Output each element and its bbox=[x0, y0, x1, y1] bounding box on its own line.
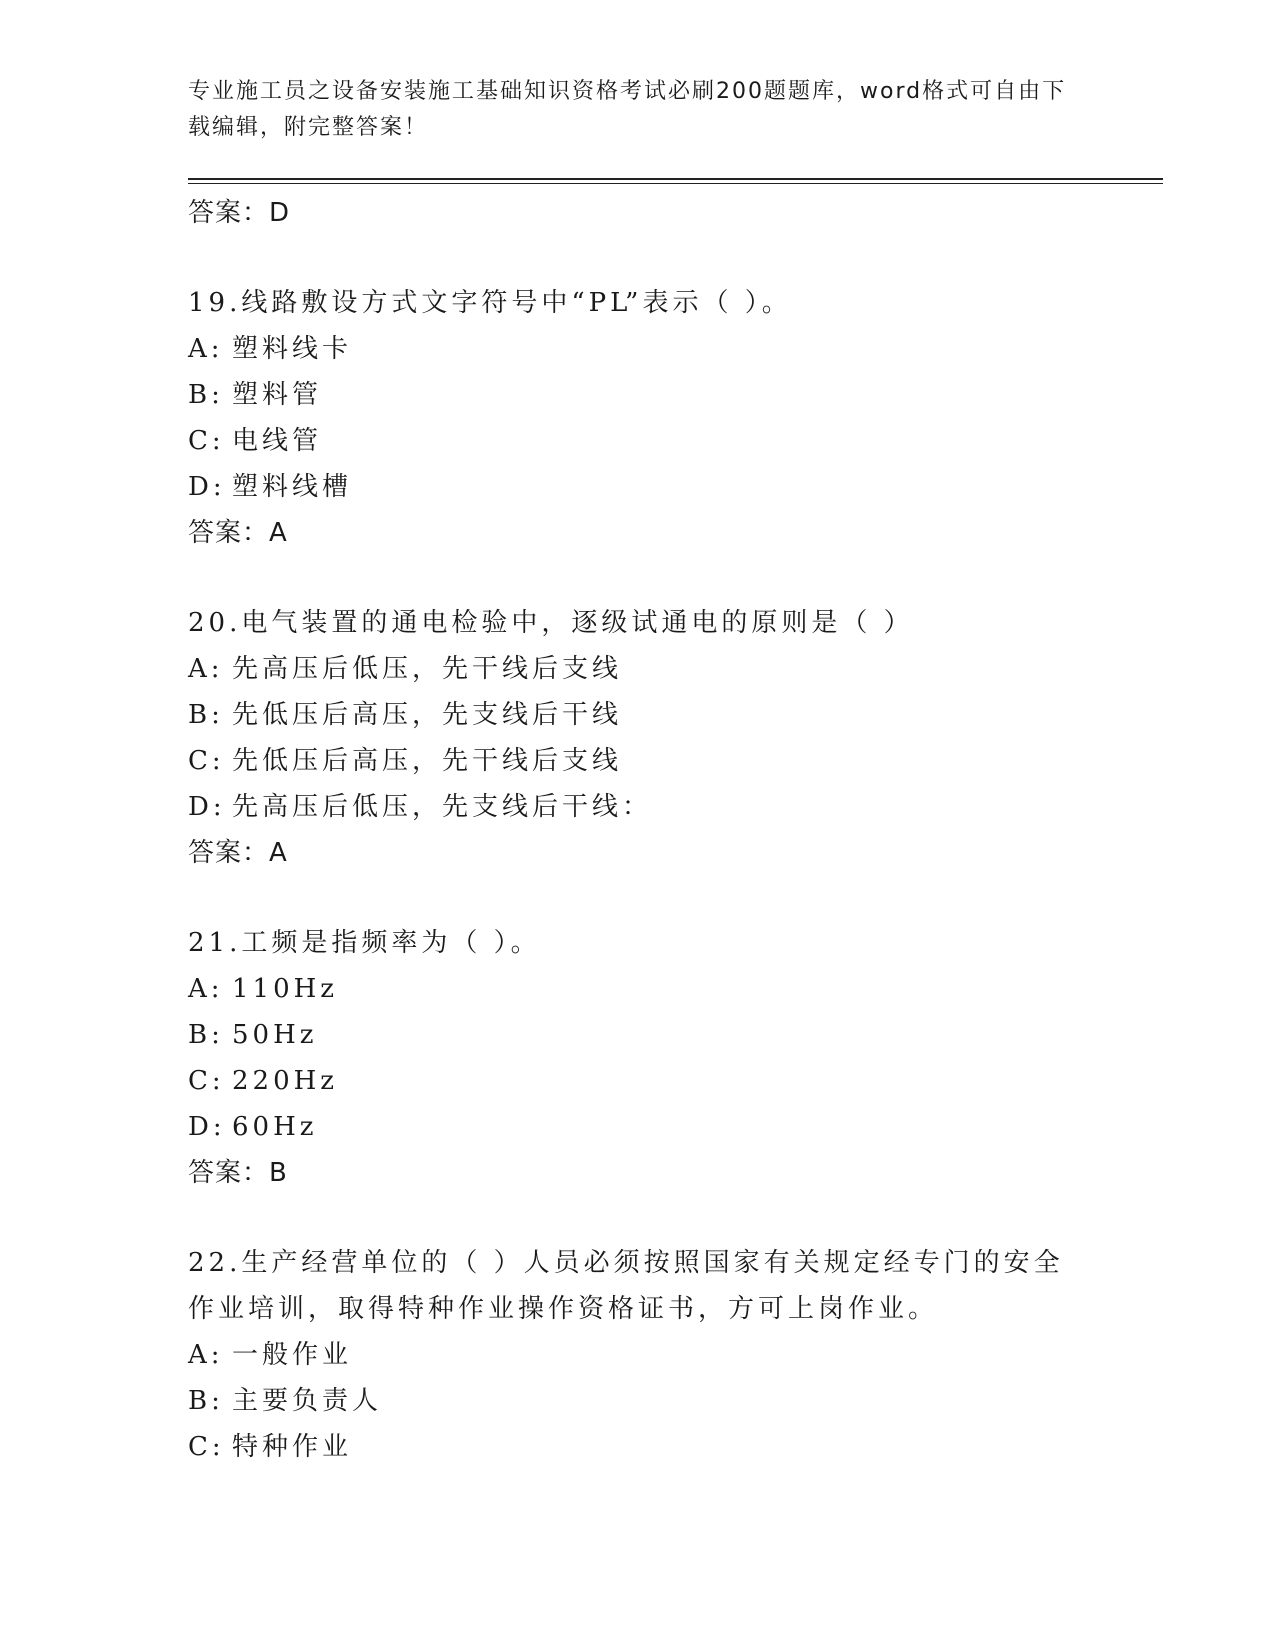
option-d bbox=[188, 1104, 1068, 1150]
header-divider-thick bbox=[188, 178, 1163, 180]
answer-line: 答案：A bbox=[188, 838, 288, 868]
option-key: C: bbox=[188, 1066, 225, 1096]
option-text: 一般作业 bbox=[232, 1340, 353, 1370]
option-key: A: bbox=[188, 1340, 224, 1370]
question-stem: 19.线路敷设方式文字符号中“PL”表示（ ）。 bbox=[188, 288, 792, 318]
option-key: B: bbox=[188, 700, 224, 730]
option-key: D: bbox=[188, 792, 226, 822]
question-stem: 22.生产经营单位的（ ）人员必须按照国家有关规定经专门的安全作业培训，取得特种作业操作资格证书，方可上岗作业。 bbox=[188, 1248, 1064, 1324]
option-c bbox=[188, 418, 1068, 464]
option-text: 塑料线卡 bbox=[232, 334, 353, 364]
option-key: C: bbox=[188, 426, 225, 456]
option-b bbox=[188, 1012, 1068, 1058]
answer-line: 答案：A bbox=[188, 518, 288, 548]
option-key: A: bbox=[188, 654, 224, 684]
question-stem: 20.电气装置的通电检验中，逐级试通电的原则是（ ） bbox=[188, 608, 914, 638]
option-a bbox=[188, 646, 1068, 692]
question-block bbox=[188, 920, 1068, 1196]
question-stem: 21.工频是指频率为（ ）。 bbox=[188, 928, 541, 958]
option-c bbox=[188, 1058, 1068, 1104]
option-text: 60Hz bbox=[232, 1112, 318, 1142]
question-block bbox=[188, 600, 1068, 876]
option-key: D: bbox=[188, 1112, 226, 1142]
option-key: D: bbox=[188, 472, 226, 502]
option-key: B: bbox=[188, 380, 224, 410]
option-text: 主要负责人 bbox=[232, 1386, 383, 1416]
header-divider-thin bbox=[188, 183, 1163, 184]
option-key: A: bbox=[188, 334, 224, 364]
option-b bbox=[188, 372, 1068, 418]
question-list bbox=[188, 190, 1068, 1470]
option-text: 220Hz bbox=[232, 1066, 338, 1096]
option-key: C: bbox=[188, 1432, 225, 1462]
option-a bbox=[188, 326, 1068, 372]
option-b bbox=[188, 1378, 1068, 1424]
option-text: 先低压后高压，先支线后干线 bbox=[232, 700, 623, 730]
option-text: 50Hz bbox=[232, 1020, 318, 1050]
option-key: B: bbox=[188, 1020, 224, 1050]
option-d bbox=[188, 784, 1068, 830]
document-header: 专业施工员之设备安装施工基础知识资格考试必刷200题题库，word格式可自由下载编辑，附完整答案！ bbox=[188, 79, 1067, 140]
option-text: 110Hz bbox=[232, 974, 338, 1004]
option-key: C: bbox=[188, 746, 225, 776]
option-key: A: bbox=[188, 974, 224, 1004]
question-block bbox=[188, 280, 1068, 556]
option-a bbox=[188, 966, 1068, 1012]
option-c bbox=[188, 738, 1068, 784]
answer-line: 答案：B bbox=[188, 1158, 288, 1188]
option-text: 特种作业 bbox=[232, 1432, 353, 1462]
option-text: 先高压后低压，先支线后干线： bbox=[232, 792, 653, 822]
option-text: 先低压后高压，先干线后支线 bbox=[232, 746, 623, 776]
previous-answer: 答案：D bbox=[188, 198, 291, 228]
option-c bbox=[188, 1424, 1068, 1470]
option-text: 电线管 bbox=[232, 426, 323, 456]
option-a bbox=[188, 1332, 1068, 1378]
option-b bbox=[188, 692, 1068, 738]
option-text: 塑料线槽 bbox=[232, 472, 353, 502]
option-d bbox=[188, 464, 1068, 510]
option-text: 塑料管 bbox=[232, 380, 323, 410]
question-block bbox=[188, 1240, 1068, 1470]
option-text: 先高压后低压，先干线后支线 bbox=[232, 654, 623, 684]
option-key: B: bbox=[188, 1386, 224, 1416]
